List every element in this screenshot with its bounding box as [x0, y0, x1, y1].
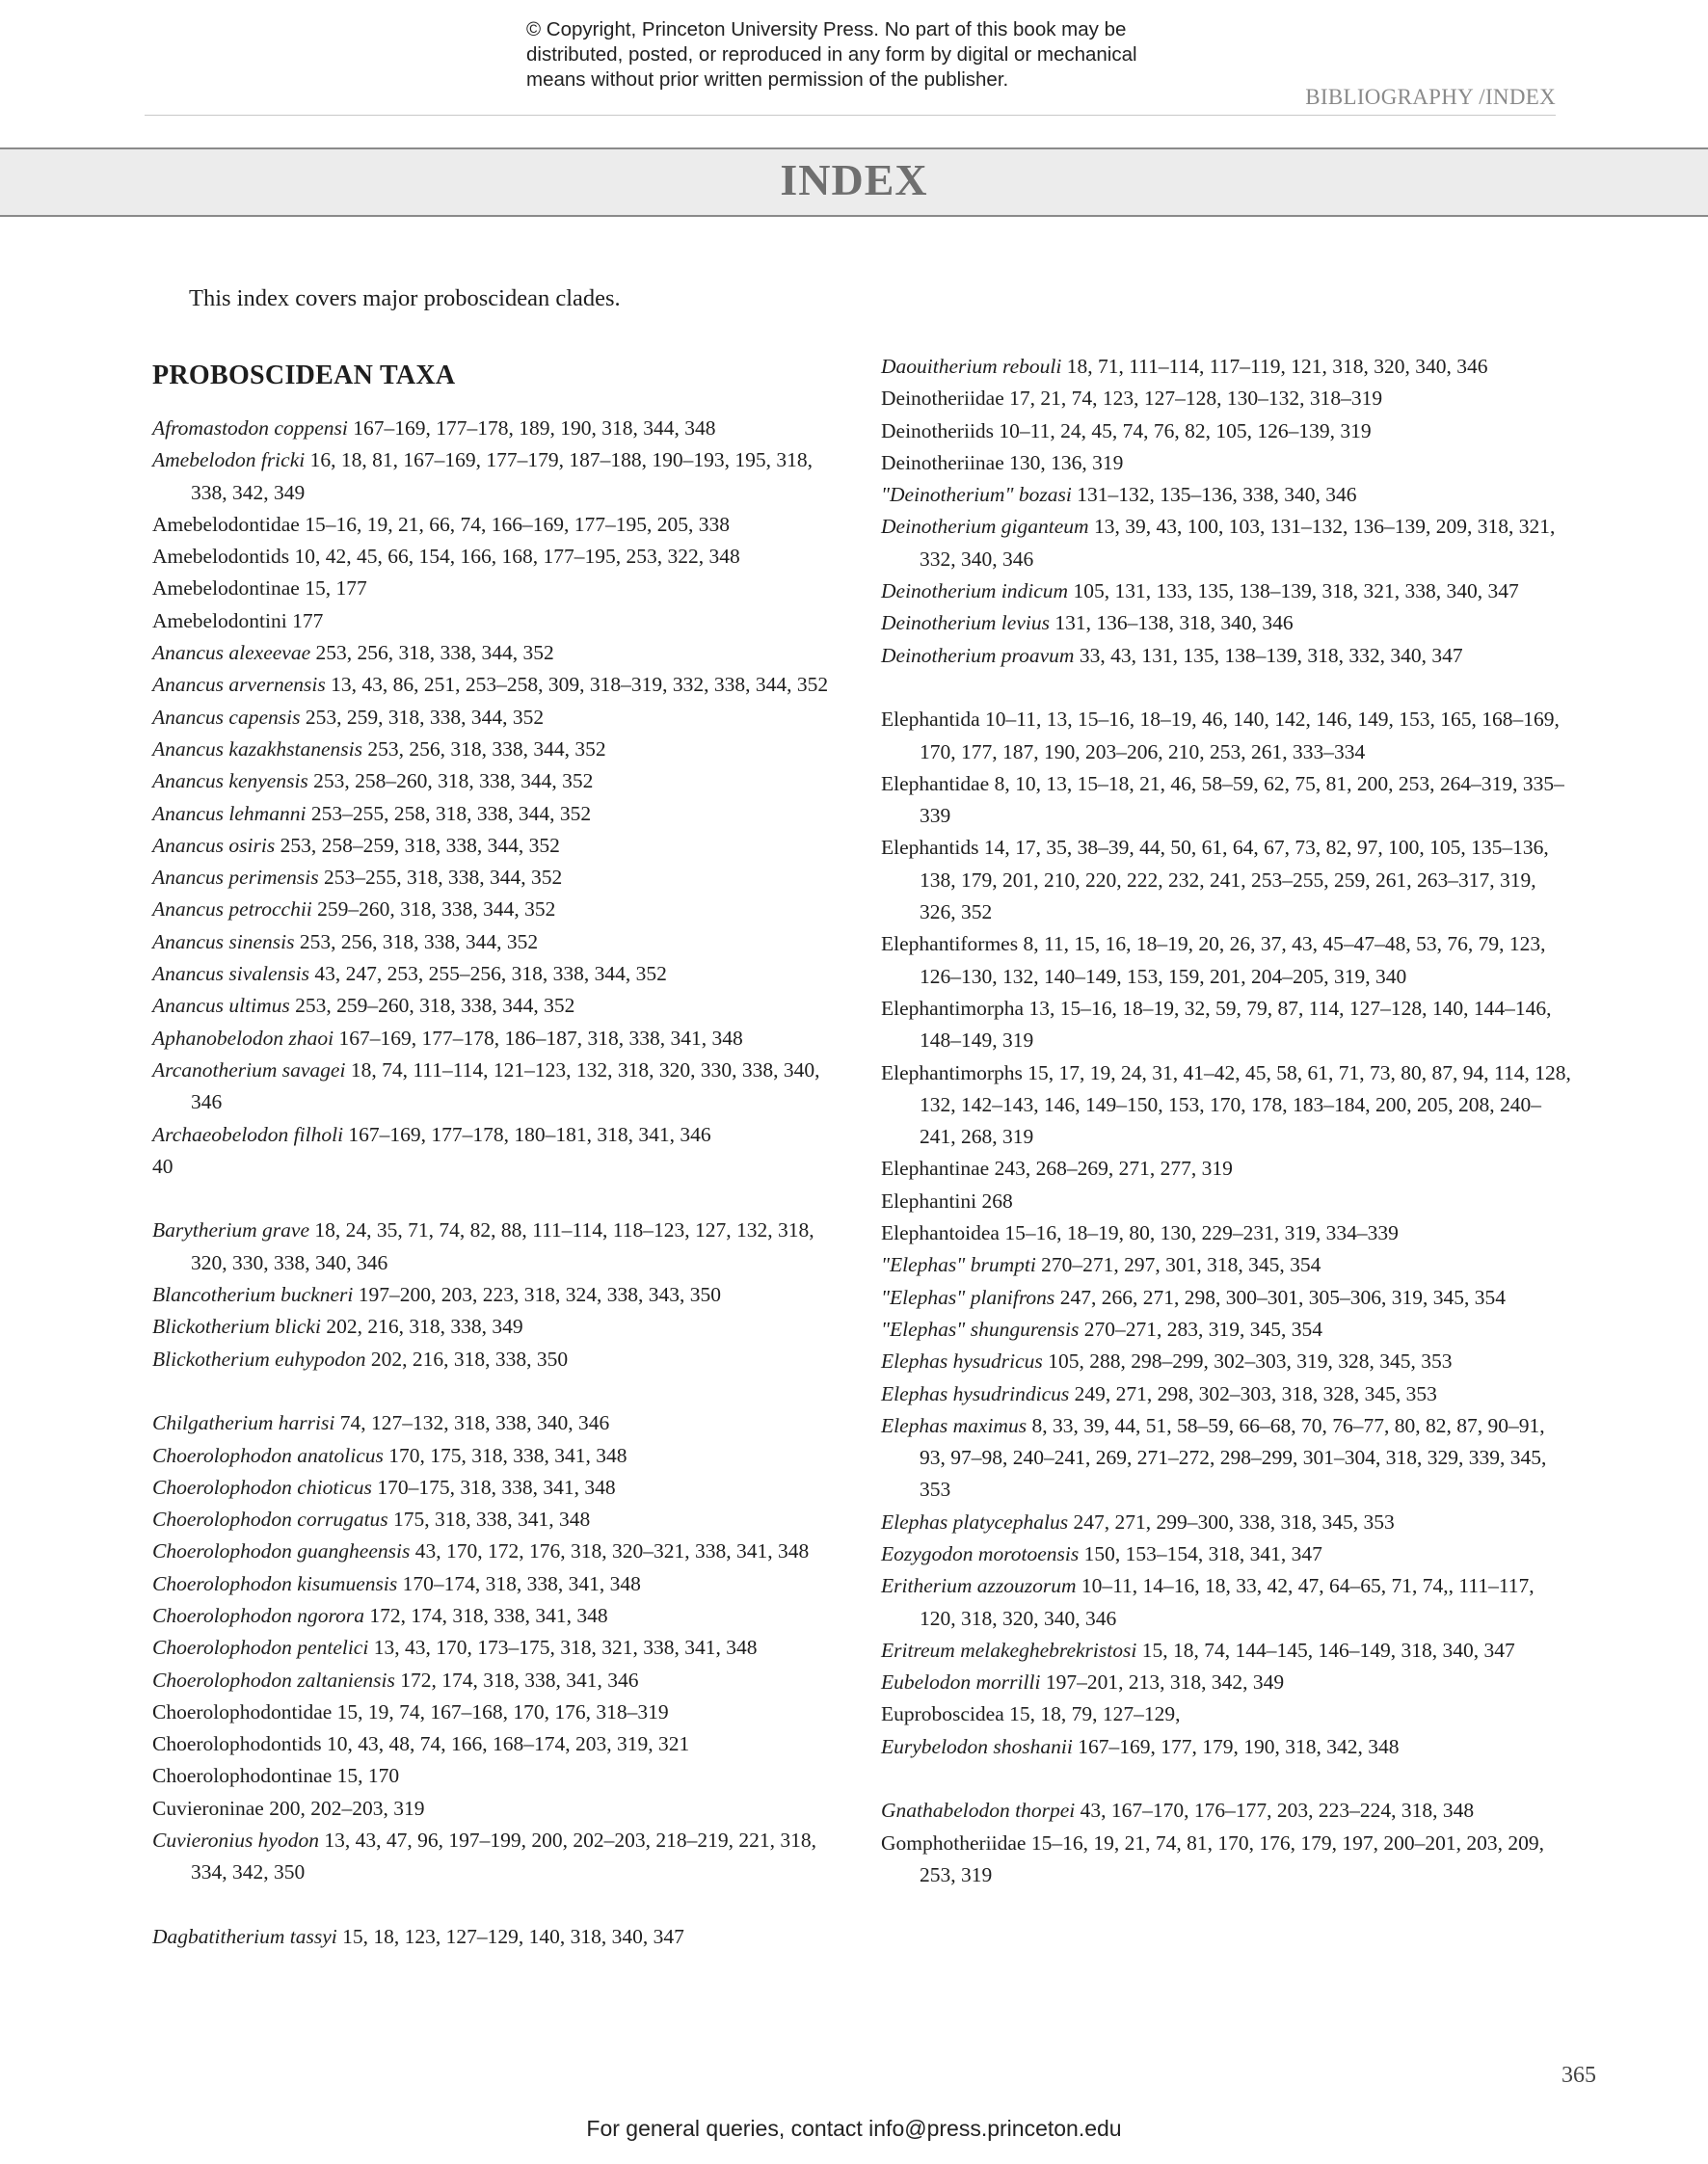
page-references: 18, 71, 111–114, 117–119, 121, 318, 320, 340, 346 [1061, 355, 1488, 378]
page-references: 172, 174, 318, 338, 341, 346 [394, 1668, 639, 1692]
page-references: Deinotheriidae 17, 21, 74, 123, 127–128, 130–132, 318–319 [881, 387, 1383, 411]
index-entry [152, 1728, 846, 1760]
page-references: 18, 24, 35, 71, 74, 82, 88, 111–114, 118–123, 127, 132, 318, 320, 330, 338, 340, 346 [191, 1218, 814, 1274]
index-entry [152, 958, 846, 990]
index-entry [152, 1696, 846, 1728]
index-entry [881, 351, 1575, 383]
index-entry [152, 765, 846, 797]
index-entry [881, 1249, 1575, 1281]
taxon-name: "Elephas" brumpti [881, 1253, 1036, 1277]
index-entry [152, 830, 846, 862]
page-references: 15, 18, 123, 127–129, 140, 318, 340, 347 [336, 1924, 684, 1948]
index-entry [881, 415, 1575, 447]
index-entry [881, 1538, 1575, 1570]
page-references: 197–201, 213, 318, 342, 349 [1040, 1670, 1285, 1695]
page-references: 15, 18, 74, 144–145, 146–149, 318, 340, 347 [1136, 1638, 1515, 1662]
page-references: 167–169, 177–178, 180–181, 318, 341, 346 [343, 1122, 711, 1146]
taxon-name: Gnathabelodon thorpei [881, 1799, 1076, 1823]
taxon-name: Anancus alexeevae [152, 641, 311, 665]
page-references: 253–255, 258, 318, 338, 344, 352 [306, 801, 592, 825]
index-column-right [881, 351, 1575, 1891]
page-references: 253, 256, 318, 338, 344, 352 [310, 641, 554, 665]
page-references: 167–169, 177, 179, 190, 318, 342, 348 [1072, 1734, 1400, 1758]
page-references: 18, 74, 111–114, 121–123, 132, 318, 320, 330, 338, 340, 346 [191, 1057, 820, 1114]
taxon-name: Anancus osiris [152, 833, 276, 857]
page-references: 10–11, 14–16, 18, 33, 42, 47, 64–65, 71, 74,, 111–117, 120, 318, 320, 340, 346 [920, 1574, 1535, 1630]
index-entry [152, 1440, 846, 1472]
page-references: 253–255, 318, 338, 344, 352 [318, 866, 563, 890]
index-entry [152, 1472, 846, 1504]
copyright-notice [526, 17, 1220, 93]
index-entry [152, 1600, 846, 1632]
page-references: 105, 288, 298–299, 302–303, 319, 328, 345, 353 [1042, 1349, 1453, 1374]
page-references: Amebelodontinae 15, 177 [152, 576, 367, 601]
taxon-name: Anancus perimensis [152, 866, 319, 890]
taxon-name: Anancus petrocchii [152, 897, 312, 922]
copyright-line: © Copyright, Princeton University Press. No part of this book may be [526, 18, 1127, 40]
taxon-name: Dagbatitherium tassyi [152, 1924, 337, 1948]
index-entry [152, 894, 846, 925]
index-entry [881, 1057, 1575, 1154]
page-references: Choerolophodontinae 15, 170 [152, 1764, 400, 1788]
index-entry [152, 1407, 846, 1439]
index-entry [881, 1635, 1575, 1667]
page-references: 253, 259, 318, 338, 344, 352 [300, 705, 545, 729]
page-references: 270–271, 297, 301, 318, 345, 354 [1035, 1253, 1321, 1277]
index-entry [152, 1023, 846, 1055]
index-entry [152, 798, 846, 830]
index-entry [152, 926, 846, 958]
index-column-left [152, 351, 846, 1953]
index-entry [152, 1151, 846, 1183]
taxon-name: Elephas hysudrindicus [881, 1381, 1070, 1405]
index-entry [152, 1504, 846, 1536]
taxon-name: Archaeobelodon filholi [152, 1122, 344, 1146]
index-entry [881, 1795, 1575, 1827]
entry-list-right [881, 351, 1575, 1891]
copyright-line: distributed, posted, or reproduced in any form by digital or mechanical [526, 43, 1137, 66]
index-entry [152, 862, 846, 894]
taxon-name: Choerolophodon ngorora [152, 1603, 364, 1627]
index-entry [152, 541, 846, 573]
index-entry [881, 1282, 1575, 1314]
index-entry [881, 1153, 1575, 1185]
page-references: 197–200, 203, 223, 318, 324, 338, 343, 350 [353, 1283, 722, 1307]
page-references: 253, 258–260, 318, 338, 344, 352 [307, 769, 594, 793]
page-references: Elephantimorphs 15, 17, 19, 24, 31, 41–42, 45, 58, 61, 71, 73, 80, 87, 94, 114, 128, 132, 142–143, 146, 149–150, 153, 170, 178, 183–184, 200, 205, 208, 240–241, 268, 319 [881, 1060, 1571, 1149]
page-references: Elephantidae 8, 10, 13, 15–18, 21, 46, 58–59, 62, 75, 81, 200, 253, 264–319, 335–339 [881, 771, 1564, 828]
index-entry [152, 1793, 846, 1825]
index-entry [152, 1055, 846, 1119]
page-references: 259–260, 318, 338, 344, 352 [311, 897, 556, 922]
taxon-name: Eubelodon morrilli [881, 1670, 1041, 1695]
entry-gap [881, 672, 1575, 704]
page-references: 202, 216, 318, 338, 350 [365, 1347, 569, 1371]
index-entry [881, 607, 1575, 639]
taxon-name: Eritreum melakeghebrekristosi [881, 1638, 1137, 1662]
index-entry [881, 1378, 1575, 1410]
taxon-name: Anancus kazakhstanensis [152, 736, 362, 761]
page-references: Gomphotheriidae 15–16, 19, 21, 74, 81, 170, 176, 179, 197, 200–201, 203, 209, 253, 319 [881, 1830, 1544, 1886]
index-entry [881, 1698, 1575, 1730]
intro-text: This index covers major proboscidean clades. [189, 285, 621, 311]
page-references: 16, 18, 81, 167–169, 177–179, 187–188, 190–193, 195, 318, 338, 342, 349 [191, 448, 813, 504]
entry-gap [152, 1889, 846, 1921]
page-references: 13, 43, 170, 173–175, 318, 321, 338, 341, 348 [368, 1636, 758, 1660]
index-entry [881, 832, 1575, 928]
running-head: BIBLIOGRAPHY /INDEX [1305, 85, 1556, 109]
page-references: Elephantiformes 8, 11, 15, 16, 18–19, 20, 26, 37, 43, 45–47–48, 53, 76, 79, 123, 126–130, 132, 140–149, 153, 159, 201, 204–205, 319, 340 [881, 932, 1546, 988]
taxon-name: "Deinotherium" bozasi [881, 483, 1072, 507]
page-references: Deinotheriinae 130, 136, 319 [881, 450, 1124, 474]
page-references: Euproboscidea 15, 18, 79, 127–129, [881, 1702, 1181, 1726]
index-entry [881, 575, 1575, 607]
taxon-name: Afromastodon coppensi [152, 416, 348, 440]
taxon-name: Eozygodon morotoensis [881, 1541, 1080, 1565]
taxon-name: Anancus lehmanni [152, 801, 307, 825]
index-entry [152, 1279, 846, 1311]
entry-gap [152, 1376, 846, 1407]
index-entry [881, 768, 1575, 833]
taxon-name: Choerolophodon kisumuensis [152, 1571, 398, 1595]
page-references: 167–169, 177–178, 189, 190, 318, 344, 348 [347, 416, 716, 440]
index-entry [152, 509, 846, 541]
taxon-name: Blickotherium blicki [152, 1315, 321, 1339]
index-entry [152, 1825, 846, 1889]
index-entry [152, 1921, 846, 1953]
index-entry [152, 1344, 846, 1376]
taxon-name: Deinotherium indicum [881, 579, 1069, 603]
copyright-line: means without prior written permission of the publisher. [526, 68, 1009, 91]
index-entry [881, 704, 1575, 768]
index-entry [152, 1119, 846, 1151]
taxon-name: Chilgatherium harrisi [152, 1411, 335, 1435]
page-references: 270–271, 283, 319, 345, 354 [1079, 1317, 1323, 1341]
page-references: 13, 43, 47, 96, 197–199, 200, 202–203, 218–219, 221, 318, 334, 342, 350 [191, 1829, 816, 1884]
taxon-name: Amebelodon fricki [152, 448, 306, 472]
index-entry [881, 1507, 1575, 1538]
taxon-name: Eritherium azzouzorum [881, 1574, 1077, 1598]
index-entry [152, 1760, 846, 1792]
index-entry [152, 1215, 846, 1279]
index-entry [152, 1665, 846, 1696]
index-entry [152, 990, 846, 1022]
index-entry [881, 1186, 1575, 1217]
page-references: 131, 136–138, 318, 340, 346 [1049, 611, 1294, 635]
page-references: 74, 127–132, 318, 338, 340, 346 [334, 1411, 610, 1435]
index-entry [881, 993, 1575, 1057]
taxon-name: Blancotherium buckneri [152, 1283, 354, 1307]
taxon-name: Deinotherium giganteum [881, 515, 1089, 539]
page-references: 170–174, 318, 338, 341, 348 [397, 1571, 641, 1595]
taxon-name: Deinotherium levius [881, 611, 1050, 635]
page-references: 33, 43, 131, 135, 138–139, 318, 332, 340, 347 [1074, 643, 1463, 667]
page-references: 170, 175, 318, 338, 341, 348 [383, 1443, 627, 1467]
page-references: 167–169, 177–178, 186–187, 318, 338, 341, 348 [334, 1026, 743, 1050]
page-references: 43, 247, 253, 255–256, 318, 338, 344, 352 [309, 962, 667, 986]
index-entry [152, 734, 846, 765]
page-references: Elephantids 14, 17, 35, 38–39, 44, 50, 61, 64, 67, 73, 82, 97, 100, 105, 135–136, 138, 179, 201, 210, 220, 222, 232, 241, 253–255, 259, 261, 263–317, 319, 326, 352 [881, 836, 1549, 924]
taxon-name: Anancus sinensis [152, 929, 295, 953]
page-references: 175, 318, 338, 341, 348 [387, 1508, 591, 1532]
page-references: Amebelodontidae 15–16, 19, 21, 66, 74, 166–169, 177–195, 205, 338 [152, 512, 730, 536]
taxon-name: Barytherium grave [152, 1218, 310, 1242]
index-entry [152, 1536, 846, 1567]
taxon-name: Anancus arvernensis [152, 673, 326, 697]
taxon-name: Daouitherium rebouli [881, 355, 1062, 378]
page-title: INDEX [780, 155, 928, 204]
taxon-name: Aphanobelodon zhaoi [152, 1026, 334, 1050]
page-references: 13, 43, 86, 251, 253–258, 309, 318–319, 332, 338, 344, 352 [325, 673, 829, 697]
taxon-name: "Elephas" planifrons [881, 1285, 1055, 1309]
page-references: 253, 259–260, 318, 338, 344, 352 [289, 994, 575, 1018]
taxon-name: Cuvieronius hyodon [152, 1829, 319, 1853]
page-references: 40 [152, 1154, 173, 1178]
taxon-name: Elephas maximus [881, 1413, 1027, 1437]
page-references: Amebelodontini 177 [152, 608, 324, 632]
index-entry [881, 1410, 1575, 1507]
page-references: Elephantoidea 15–16, 18–19, 80, 130, 229–231, 319, 334–339 [881, 1221, 1399, 1245]
index-entry [152, 1632, 846, 1664]
index-entry [152, 702, 846, 734]
page-references: 202, 216, 318, 338, 349 [320, 1315, 523, 1339]
index-entry [881, 640, 1575, 672]
page-references: Elephantida 10–11, 13, 15–16, 18–19, 46, 140, 142, 146, 149, 153, 165, 168–169, 170, 177, 187, 190, 203–206, 210, 253, 261, 333–334 [881, 708, 1560, 763]
page-references: 253, 258–259, 318, 338, 344, 352 [275, 833, 560, 857]
page-references: 43, 170, 172, 176, 318, 320–321, 338, 341, 348 [410, 1539, 810, 1563]
taxon-name: Anancus ultimus [152, 994, 290, 1018]
page-references: 247, 271, 299–300, 338, 318, 345, 353 [1068, 1509, 1395, 1534]
taxon-name: Anancus kenyensis [152, 769, 308, 793]
index-entry [152, 1568, 846, 1600]
taxon-name: Anancus sivalensis [152, 962, 310, 986]
index-entry [881, 383, 1575, 414]
taxon-name: Deinotherium proavum [881, 643, 1075, 667]
taxon-name: Eurybelodon shoshanii [881, 1734, 1073, 1758]
page-number: 365 [1561, 2063, 1596, 2088]
taxon-name: Choerolophodon zaltaniensis [152, 1668, 395, 1692]
index-entry [881, 1346, 1575, 1377]
taxon-name: Anancus capensis [152, 705, 301, 729]
index-entry [881, 1731, 1575, 1763]
index-entry [152, 413, 846, 444]
taxon-name: "Elephas" shungurensis [881, 1317, 1080, 1341]
page-references: Choerolophodontidae 15, 19, 74, 167–168, 170, 176, 318–319 [152, 1699, 669, 1723]
section-heading: PROBOSCIDEAN TAXA [152, 361, 456, 390]
page-references: Elephantinae 243, 268–269, 271, 277, 319 [881, 1157, 1233, 1181]
entry-gap [152, 1183, 846, 1215]
index-entry [881, 1217, 1575, 1249]
page-references: Choerolophodontids 10, 43, 48, 74, 166, 168–174, 203, 319, 321 [152, 1732, 690, 1756]
index-entry [152, 444, 846, 509]
taxon-name: Elephas platycephalus [881, 1509, 1069, 1534]
taxon-name: Choerolophodon chioticus [152, 1475, 372, 1499]
page-references: 170–175, 318, 338, 341, 348 [371, 1475, 616, 1499]
page-references: Elephantimorpha 13, 15–16, 18–19, 32, 59, 79, 87, 114, 127–128, 140, 144–146, 148–149, 319 [881, 996, 1552, 1053]
page-references: 247, 266, 271, 298, 300–301, 305–306, 319, 345, 354 [1054, 1285, 1506, 1309]
page-references: Deinotheriids 10–11, 24, 45, 74, 76, 82, 105, 126–139, 319 [881, 418, 1372, 442]
index-entry [881, 1828, 1575, 1892]
index-entry [152, 605, 846, 637]
footer-contact: For general queries, contact info@press.princeton.edu [586, 2116, 1122, 2141]
page-references: 150, 153–154, 318, 341, 347 [1079, 1541, 1322, 1565]
page-references: 43, 167–170, 176–177, 203, 223–224, 318, 348 [1075, 1799, 1475, 1823]
index-entry [152, 1311, 846, 1343]
taxon-name: Choerolophodon anatolicus [152, 1443, 384, 1467]
index-entry [152, 669, 846, 701]
page-references: 253, 256, 318, 338, 344, 352 [361, 736, 606, 761]
page-references: 105, 131, 133, 135, 138–139, 318, 321, 338, 340, 347 [1068, 579, 1519, 603]
page-references: 249, 271, 298, 302–303, 318, 328, 345, 353 [1069, 1381, 1437, 1405]
page-references: Elephantini 268 [881, 1189, 1013, 1213]
page-references: Cuvieroninae 200, 202–203, 319 [152, 1796, 425, 1820]
index-entry [152, 573, 846, 604]
page-references: 8, 33, 39, 44, 51, 58–59, 66–68, 70, 76–77, 80, 82, 87, 90–91, 93, 97–98, 240–241, 269, 271–272, 298–299, 301–304, 318, 329, 339, 345, 353 [920, 1413, 1547, 1502]
index-entry [881, 1570, 1575, 1635]
entry-list-left [152, 413, 846, 1953]
page-references: 13, 39, 43, 100, 103, 131–132, 136–139, 209, 318, 321, 332, 340, 346 [920, 515, 1556, 571]
index-entry [881, 447, 1575, 479]
page-references: 131–132, 135–136, 338, 340, 346 [1071, 483, 1357, 507]
page-references: Amebelodontids 10, 42, 45, 66, 154, 166, 168, 177–195, 253, 322, 348 [152, 545, 740, 569]
taxon-name: Arcanotherium savagei [152, 1057, 346, 1082]
index-entry [881, 1667, 1575, 1698]
taxon-name: Choerolophodon guangheensis [152, 1539, 411, 1563]
index-entry [881, 479, 1575, 511]
index-entry [152, 637, 846, 669]
page-references: 172, 174, 318, 338, 341, 348 [364, 1603, 608, 1627]
taxon-name: Elephas hysudricus [881, 1349, 1043, 1374]
taxon-name: Choerolophodon corrugatus [152, 1508, 388, 1532]
header-divider [145, 115, 1556, 116]
entry-gap [881, 1763, 1575, 1795]
index-entry [881, 1314, 1575, 1346]
taxon-name: Blickotherium euhypodon [152, 1347, 366, 1371]
index-entry [881, 928, 1575, 993]
taxon-name: Choerolophodon pentelici [152, 1636, 369, 1660]
index-entry [881, 511, 1575, 575]
page-references: 253, 256, 318, 338, 344, 352 [294, 929, 539, 953]
